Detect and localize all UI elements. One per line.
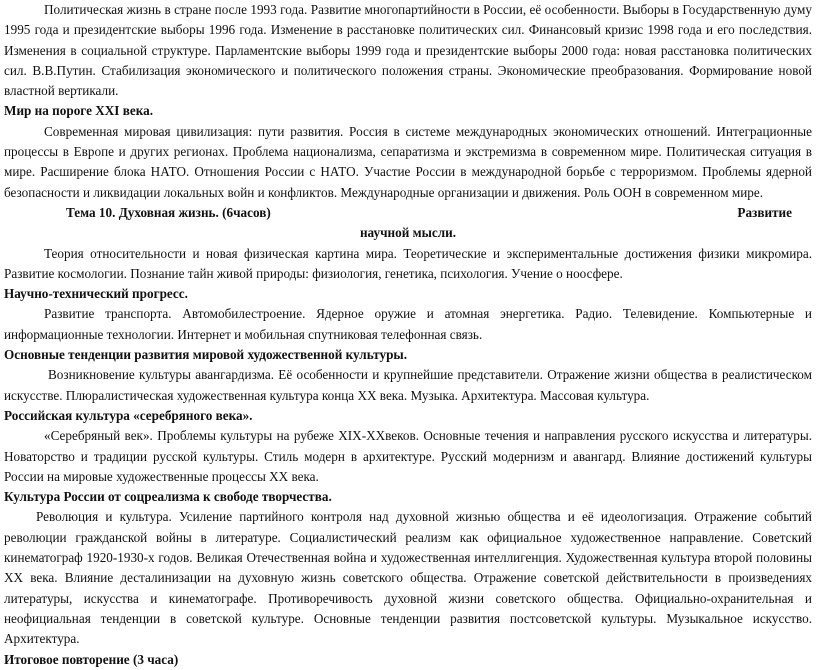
paragraph-politics: Политическая жизнь в стране после 1993 года. Развитие многопартийности в России, её особенности. Выборы в Государственную думу 1995 года и президентские выборы 1996 года. Изменение в расстановке политических сил. Финансовый кризис 1998 года и его последствия. Изменения в социальной структуре. Парламентские выборы 1999 года и президентские выборы 2000 года: новая расстановка политических сил. В.В.Путин. Стабилизация экономического и политического положения страны. Экономические преобразования. Формирование новой властной вертикали. <box>4 2 812 99</box>
heading-silver-age: Российская культура «серебряного века». <box>4 407 253 423</box>
paragraph-culture: Возникновение культуры авангардизма. Её особенности и крупнейшие представители. Отражение жизни общества в реалистическом искусстве. Плюралистическая художественная культура конца XX века. Музыка. Архитектура. Массовая культура. <box>4 367 812 403</box>
paragraph-science: Теория относительности и новая физическая картина мира. Теоретические и экспериментальные достижения физики микромира. Развитие космологии. Познание тайн живой природы: физиология, генетика, психология. Учение о ноосфере. <box>4 245 812 281</box>
topic-title-continuation: научной мысли. <box>359 225 457 241</box>
topic-title-right: Развитие <box>737 204 792 220</box>
heading-russian-culture: Культура России от соцреализма к свободе творчества. <box>4 489 332 505</box>
heading-tech-progress: Научно-технический прогресс. <box>4 286 188 302</box>
paragraph-soviet-culture: Революция и культура. Усиление партийного контроля над духовной жизнью общества и её идеологизация. Отражение событий революции гражданской войны в литературе. Социалистический реализм как официальное художественное направление. Советский кинематограф 1920-1930-х годов. Великая Отечественная война и художественная интеллигенция. Художественная культура второй половины XX века. Влияние десталинизации на духовную жизнь советского общества. Отражение советской действительности в произведениях литературы, искусства и кинематографе. Противоречивость духовной жизни советского общества. Официально-охранительная и неофициальная тенденции в советской культуре. Основные тенденции развития постсоветской культуры. Музыкальное искусство. Архитектура. <box>4 509 812 647</box>
paragraph-tech: Развитие транспорта. Автомобилестроение. Ядерное оружие и атомная энергетика. Радио. Телевидение. Компьютерные и информационные технологии. Интернет и мобильная спутниковая телефонная связь. <box>4 306 812 342</box>
topic-title: Тема 10. Духовная жизнь. (6часов) <box>66 204 271 220</box>
heading-final-review: Итоговое повторение (3 часа) <box>4 651 179 667</box>
paragraph-silver-age: «Серебряный век». Проблемы культуры на рубеже XIX-XXвеков. Основные течения и направления русского искусства и литературы. Новаторство и традиции русской культуры. Стиль модерн в архитектуре. Русский модернизм и авангард. Влияние достижений культуры России на мировые художественные процессы XX века. <box>4 428 812 484</box>
heading-world-xxi: Мир на пороге XXI века. <box>4 103 153 119</box>
paragraph-world: Современная мировая цивилизация: пути развития. Россия в системе международных экономических отношений. Интеграционные процессы в Европе и других регионах. Проблема национализма, сепаратизма и экстремизма в современном мире. Политическая ситуация в мире. Расширение блока НАТО. Отношения России с НАТО. Участие России в международной борьбе с терроризмом. Проблемы ядерной безопасности и ликвидации локальных войн и конфликтов. Международные организации и движения. Роль ООН в современном мире. <box>4 123 812 200</box>
topic-header <box>4 203 812 223</box>
heading-world-culture: Основные тенденции развития мировой художественной культуры. <box>4 347 407 363</box>
